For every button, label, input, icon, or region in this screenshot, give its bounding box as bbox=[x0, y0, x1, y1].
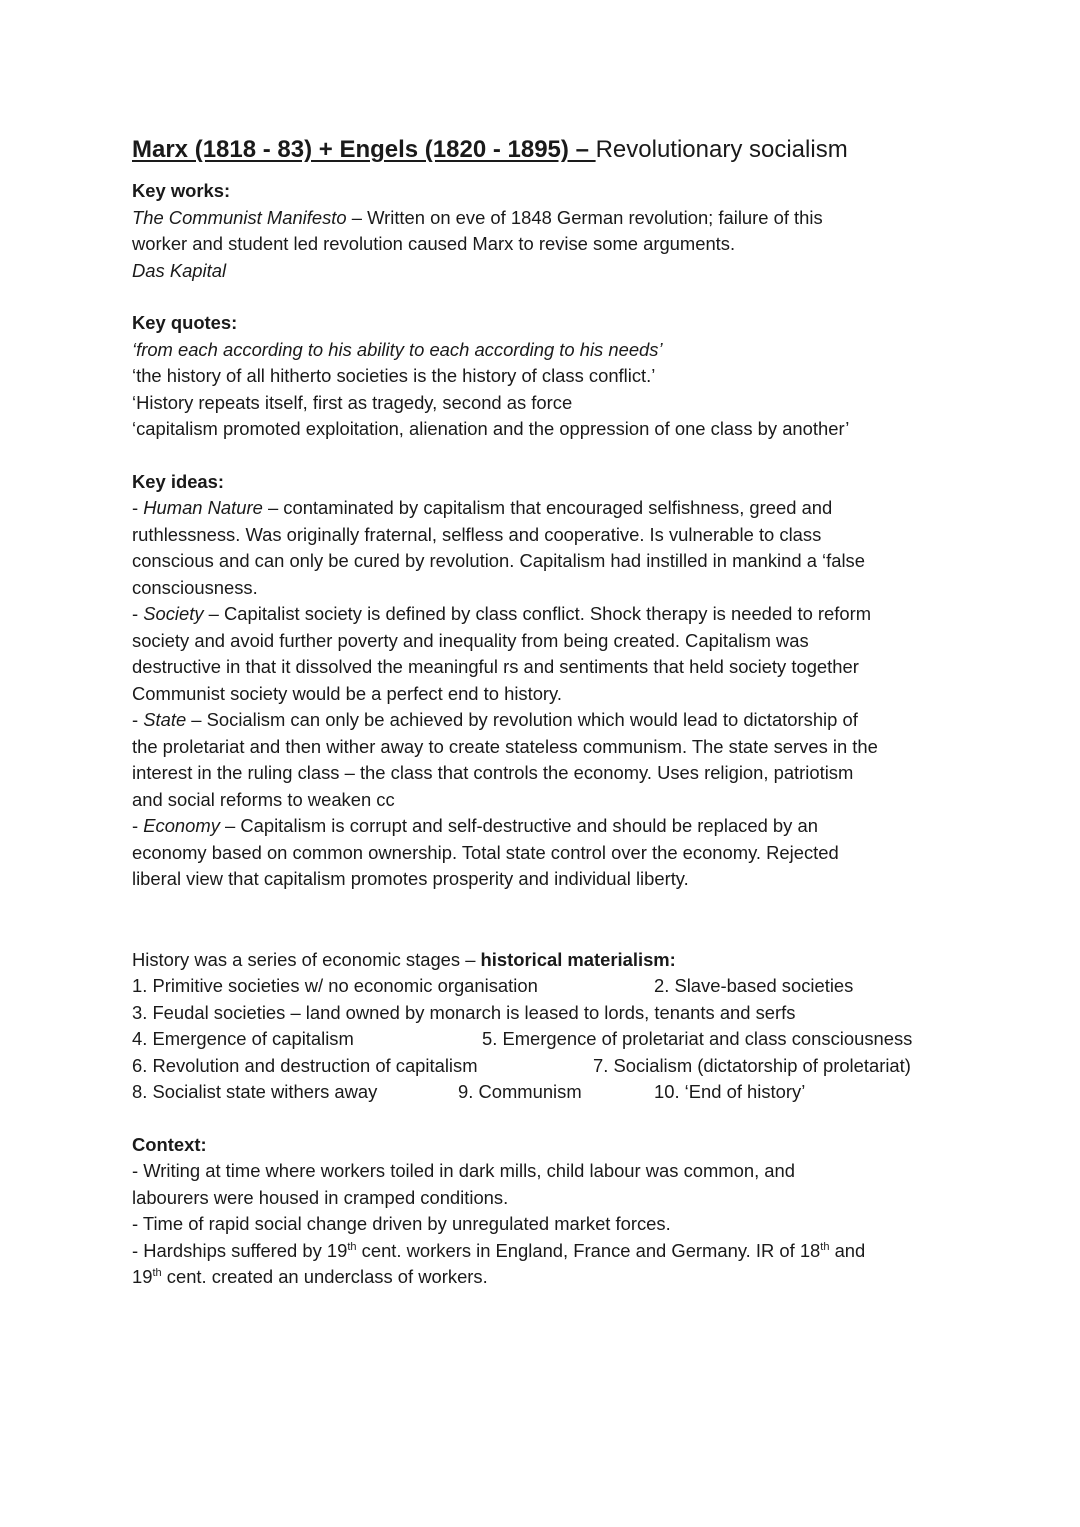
idea-human-nature-line-1: – contaminated by capitalism that encouraged selfishness, greed and bbox=[262, 497, 833, 518]
history-intro-text: History was a series of economic stages – bbox=[132, 948, 481, 970]
stage-1: 1. Primitive societies w/ no economic organisation bbox=[132, 975, 538, 996]
idea-economy-line-2: economy based on common ownership. Total state control over the economy. Rejected bbox=[132, 841, 839, 863]
history-row-5 bbox=[132, 1079, 962, 1106]
stage-5: 5. Emergence of proletariat and class consciousness bbox=[482, 1028, 913, 1049]
idea-society-line-3: destructive in that it dissolved the meaningful rs and sentiments that held society together bbox=[132, 656, 859, 677]
idea-human-nature-line-3: conscious and can only be cured by revolution. Capitalism had instilled in mankind a ‘false bbox=[132, 550, 865, 571]
history-row-3 bbox=[132, 1026, 962, 1053]
key-work-2-title: Das Kapital bbox=[132, 259, 227, 281]
idea-state: - State – Socialism can only be achieved by revolution which would lead to dictatorship of bbox=[132, 709, 858, 730]
title-main: Marx (1818 - 83) + Engels (1820 - 1895) – bbox=[132, 136, 596, 163]
stage-2: 2. Slave-based societies bbox=[654, 975, 854, 996]
idea-economy-line-1: – Capitalism is corrupt and self-destructive and should be replaced by an bbox=[219, 815, 818, 836]
context-line-4-a: - Hardships suffered by 19 bbox=[132, 1239, 348, 1261]
stage-10: 10. ‘End of history’ bbox=[654, 1081, 806, 1102]
context-line-5-a: 19 bbox=[132, 1266, 153, 1287]
context-heading: Context: bbox=[132, 1133, 207, 1155]
idea-human-nature-line-2: ruthlessness. Was originally fraternal, selfless and cooperative. Is vulnerable to class bbox=[132, 523, 822, 545]
idea-human-nature: - Human Nature – contaminated by capitalism that encouraged selfishness, greed and bbox=[132, 497, 833, 518]
context-line-4-c: and bbox=[829, 1239, 866, 1261]
context-line-2: labourers were housed in cramped conditions. bbox=[132, 1186, 509, 1208]
stage-3: 3. Feudal societies – land owned by monarch is leased to lords, tenants and serfs bbox=[132, 1001, 796, 1023]
idea-economy-line-3: liberal view that capitalism promotes prosperity and individual liberty. bbox=[132, 868, 689, 889]
stage-7: 7. Socialism (dictatorship of proletariat) bbox=[593, 1054, 911, 1076]
page-title bbox=[132, 134, 962, 166]
idea-society-label: Society bbox=[143, 603, 204, 624]
history-section bbox=[132, 947, 962, 1106]
key-ideas-section bbox=[132, 469, 962, 893]
idea-state-line-2: the proletariat and then wither away to create stateless communism. The state serves in the bbox=[132, 735, 878, 757]
idea-state-line-1: – Socialism can only be achieved by revolution which would lead to dictatorship of bbox=[186, 709, 858, 730]
history-intro-bold: historical materialism: bbox=[480, 948, 676, 970]
idea-society-line-1: – Capitalist society is defined by class conflict. Shock therapy is needed to reform bbox=[203, 603, 872, 624]
key-work-1-desc-b: worker and student led revolution caused Marx to revise some arguments. bbox=[132, 233, 736, 254]
context-line-5-sup: th bbox=[152, 1267, 162, 1279]
idea-economy-label: Economy bbox=[143, 815, 220, 836]
idea-society-line-4: Communist society would be a perfect end to history. bbox=[132, 682, 562, 704]
history-intro bbox=[132, 947, 962, 974]
context-line-5 bbox=[132, 1264, 962, 1291]
context-line-1: - Writing at time where workers toiled in dark mills, child labour was common, and bbox=[132, 1160, 795, 1181]
key-ideas-heading: Key ideas: bbox=[132, 470, 224, 492]
context-line-3: - Time of rapid social change driven by unregulated market forces. bbox=[132, 1213, 671, 1234]
context-line-4-b: cent. workers in England, France and Germany. IR of 18 bbox=[356, 1239, 821, 1261]
context-line-4-sup-2: th bbox=[820, 1240, 830, 1253]
history-row-2 bbox=[132, 1000, 962, 1027]
key-works-section bbox=[132, 178, 962, 284]
context-line-4 bbox=[132, 1238, 962, 1265]
idea-state-line-3: interest in the ruling class – the class that controls the economy. Uses religion, patriotism bbox=[132, 762, 854, 783]
idea-society: - Society – Capitalist society is defined by class conflict. Shock therapy is needed to reform bbox=[132, 603, 872, 624]
context-line-5-b: cent. created an underclass of workers. bbox=[161, 1266, 488, 1287]
idea-human-nature-line-4: consciousness. bbox=[132, 576, 258, 598]
quote-4: ‘capitalism promoted exploitation, alienation and the oppression of one class by another’ bbox=[132, 418, 850, 439]
key-work-1-desc-a: – Written on eve of 1848 German revolution; failure of this bbox=[346, 206, 823, 228]
quote-1: ‘from each according to his ability to each according to his needs’ bbox=[132, 338, 663, 360]
idea-economy: - Economy – Capitalism is corrupt and self-destructive and should be replaced by an bbox=[132, 815, 818, 836]
idea-society-line-2: society and avoid further poverty and inequality from being created. Capitalism was bbox=[132, 629, 809, 651]
history-row-1 bbox=[132, 973, 962, 1000]
key-work-1-title: The Communist Manifesto bbox=[132, 206, 347, 228]
idea-state-line-4: and social reforms to weaken cc bbox=[132, 788, 395, 810]
idea-human-nature-label: Human Nature bbox=[143, 497, 263, 518]
history-row-4 bbox=[132, 1053, 962, 1080]
key-work-1 bbox=[132, 205, 962, 232]
key-quotes-heading: Key quotes: bbox=[132, 312, 238, 333]
idea-state-label: State bbox=[143, 709, 187, 730]
quote-3: ‘History repeats itself, first as tragedy, second as force bbox=[132, 391, 573, 413]
context-section bbox=[132, 1132, 962, 1291]
title-subtitle: Revolutionary socialism bbox=[595, 136, 848, 163]
stage-6: 6. Revolution and destruction of capitalism bbox=[132, 1054, 478, 1076]
stage-4: 4. Emergence of capitalism bbox=[132, 1028, 354, 1049]
stage-8: 8. Socialist state withers away bbox=[132, 1081, 378, 1102]
context-line-4-sup-1: th bbox=[347, 1240, 357, 1253]
stage-9: 9. Communism bbox=[458, 1081, 582, 1102]
key-quotes-section bbox=[132, 310, 962, 443]
quote-2: ‘the history of all hitherto societies is the history of class conflict.’ bbox=[132, 365, 656, 386]
document-page bbox=[132, 134, 962, 1291]
key-works-heading: Key works: bbox=[132, 180, 231, 201]
